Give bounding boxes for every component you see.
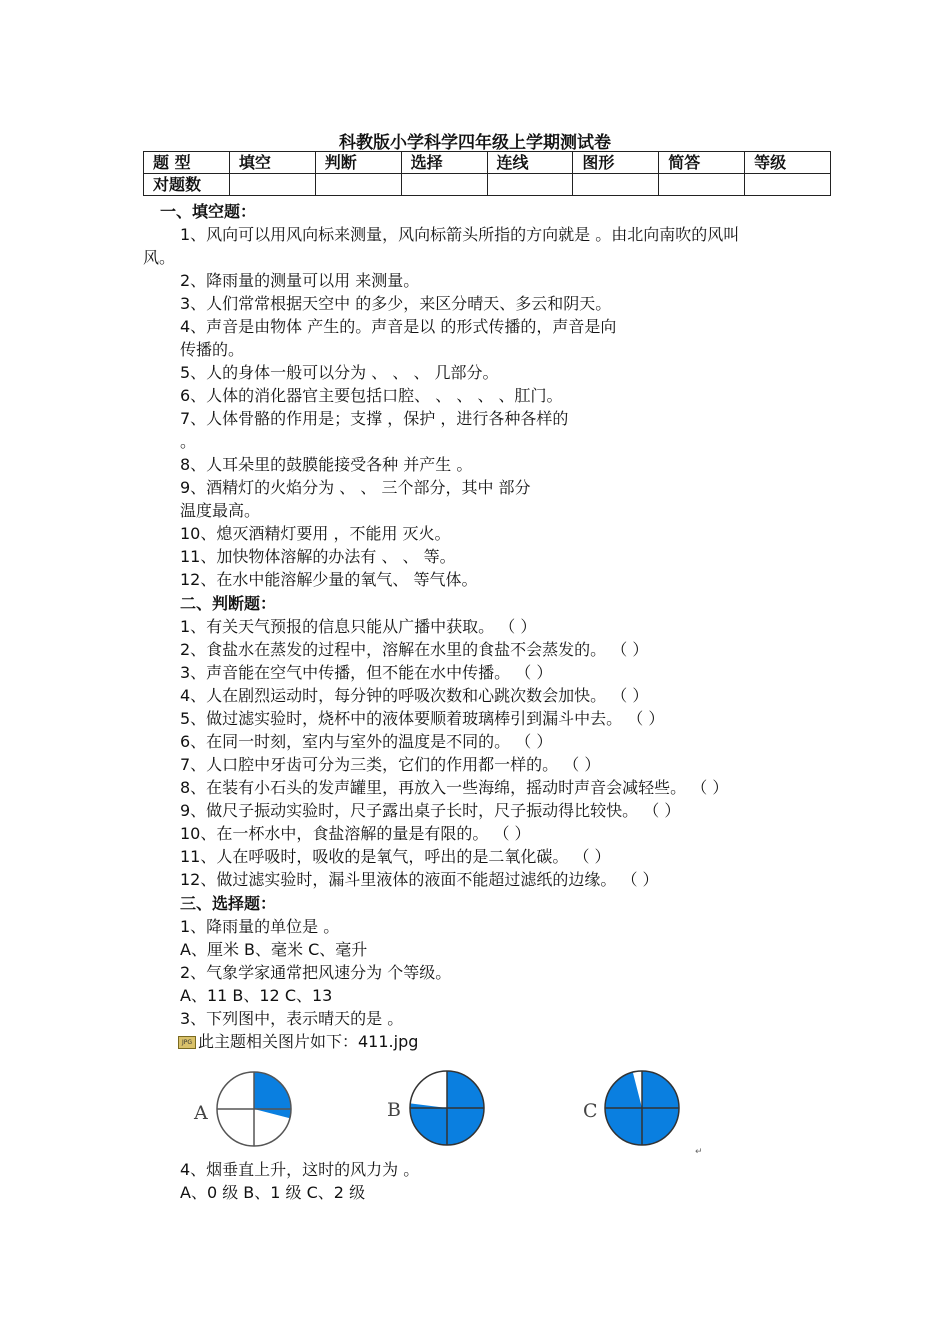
score-header-cell: 简答 [659, 152, 745, 174]
question-line: 。 [180, 432, 197, 451]
question-line: 8、在装有小石头的发声罐里，再放入一些海绵，摇动时声音会减轻些。 （ ） [180, 778, 729, 797]
question-line: 11、加快物体溶解的办法有 、 、 等。 [180, 547, 456, 566]
question-line: 12、做过滤实验时，漏斗里液体的液面不能超过滤纸的边缘。 （ ） [180, 870, 659, 889]
question-line: 6、人体的消化器官主要包括口腔、 、 、 、 、肛门。 [180, 386, 563, 405]
score-cell [487, 174, 573, 196]
question-line: A、厘米 B、毫米 C、毫升 [180, 940, 368, 959]
question-line: 传播的。 [180, 340, 245, 359]
question-line: 4、声音是由物体 产生的。声音是以 的形式传播的，声音是向 [180, 317, 617, 336]
question-line: 10、在一杯水中，食盐溶解的量是有限的。 （ ） [180, 824, 531, 843]
score-cell [315, 174, 401, 196]
question-line: 4、烟垂直上升，这时的风力为 。 [180, 1160, 420, 1179]
score-row-label: 对题数 [144, 174, 230, 196]
question-line: 7、人口腔中牙齿可分为三类，它们的作用都一样的。 （ ） [180, 755, 601, 774]
question-line: 风。 [143, 248, 176, 267]
question-line: 2、食盐水在蒸发的过程中，溶解在水里的食盐不会蒸发的。 （ ） [180, 640, 649, 659]
question-line: 1、降雨量的单位是 。 [180, 917, 340, 936]
section-heading-choice: 三、选择题： [180, 894, 277, 913]
question-line: 9、酒精灯的火焰分为 、 、 三个部分，其中 部分 [180, 478, 531, 497]
score-header-cell: 题 型 [144, 152, 230, 174]
score-header-cell: 连线 [487, 152, 573, 174]
pie-label-c: C [583, 1100, 598, 1122]
score-table [143, 151, 831, 196]
image-caption-text: 此主题相关图片如下：411.jpg [198, 1032, 419, 1051]
question-line: 7、人体骨骼的作用是；支撑 ，保护 ，进行各种各样的 [180, 409, 569, 428]
question-line: 6、在同一时刻，室内与室外的温度是不同的。 （ ） [180, 732, 553, 751]
question-line: A、11 B、12 C、13 [180, 986, 333, 1005]
question-line: 1、风向可以用风向标来测量，风向标箭头所指的方向就是 。由北向南吹的风叫 [180, 225, 740, 244]
question-line: 3、人们常常根据天空中 的多少，来区分晴天、多云和阴天。 [180, 294, 612, 313]
question-line: 11、人在呼吸时，吸收的是氧气，呼出的是二氧化碳。 （ ） [180, 847, 611, 866]
page-title: 科教版小学科学四年级上学期测试卷 [339, 133, 611, 153]
score-header-cell: 判断 [315, 152, 401, 174]
jpg-file-icon: JPG [178, 1036, 196, 1049]
score-cell [659, 174, 745, 196]
question-line: 2、气象学家通常把风速分为 个等级。 [180, 963, 452, 982]
question-line: A、0 级 B、1 级 C、2 级 [180, 1183, 366, 1202]
pie-b [410, 1071, 484, 1145]
question-line: 1、有关天气预报的信息只能从广播中获取。 （ ） [180, 617, 537, 636]
score-header-cell: 选择 [401, 152, 487, 174]
question-line: 9、做尺子振动实验时，尺子露出桌子长时，尺子振动得比较快。 （ ） [180, 801, 681, 820]
question-line: 10、熄灭酒精灯要用 ，不能用 灭火。 [180, 524, 451, 543]
question-line: 3、下列图中，表示晴天的是 。 [180, 1009, 404, 1028]
question-line: 温度最高。 [180, 501, 261, 520]
score-cell [573, 174, 659, 196]
pie-a [217, 1072, 291, 1146]
section-heading-fill: 一、填空题： [160, 202, 257, 221]
return-mark: ↵ [695, 1147, 703, 1157]
image-caption [178, 1031, 418, 1053]
score-cell [229, 174, 315, 196]
score-header-cell: 填空 [229, 152, 315, 174]
score-cell [745, 174, 831, 196]
score-header-cell: 图形 [573, 152, 659, 174]
question-line: 12、在水中能溶解少量的氧气、 等气体。 [180, 570, 478, 589]
score-cell [401, 174, 487, 196]
question-line: 8、人耳朵里的鼓膜能接受各种 并产生 。 [180, 455, 473, 474]
pie-label-a: A [194, 1102, 208, 1124]
question-line: 5、人的身体一般可以分为 、 、 、 几部分。 [180, 363, 499, 382]
pie-c [605, 1071, 679, 1145]
score-table-count-row [144, 174, 831, 196]
question-line: 5、做过滤实验时，烧杯中的液体要顺着玻璃棒引到漏斗中去。 （ ） [180, 709, 665, 728]
question-line: 3、声音能在空气中传播，但不能在水中传播。 （ ） [180, 663, 553, 682]
score-header-cell: 等级 [745, 152, 831, 174]
score-table-header-row [144, 152, 831, 174]
weather-pies-figure [192, 1062, 704, 1158]
question-line: 4、人在剧烈运动时，每分钟的呼吸次数和心跳次数会加快。 （ ） [180, 686, 649, 705]
pie-a-fill [254, 1072, 291, 1118]
pie-label-b: B [387, 1099, 401, 1121]
section-heading-judge: 二、判断题： [180, 594, 277, 613]
question-line: 2、降雨量的测量可以用 来测量。 [180, 271, 420, 290]
